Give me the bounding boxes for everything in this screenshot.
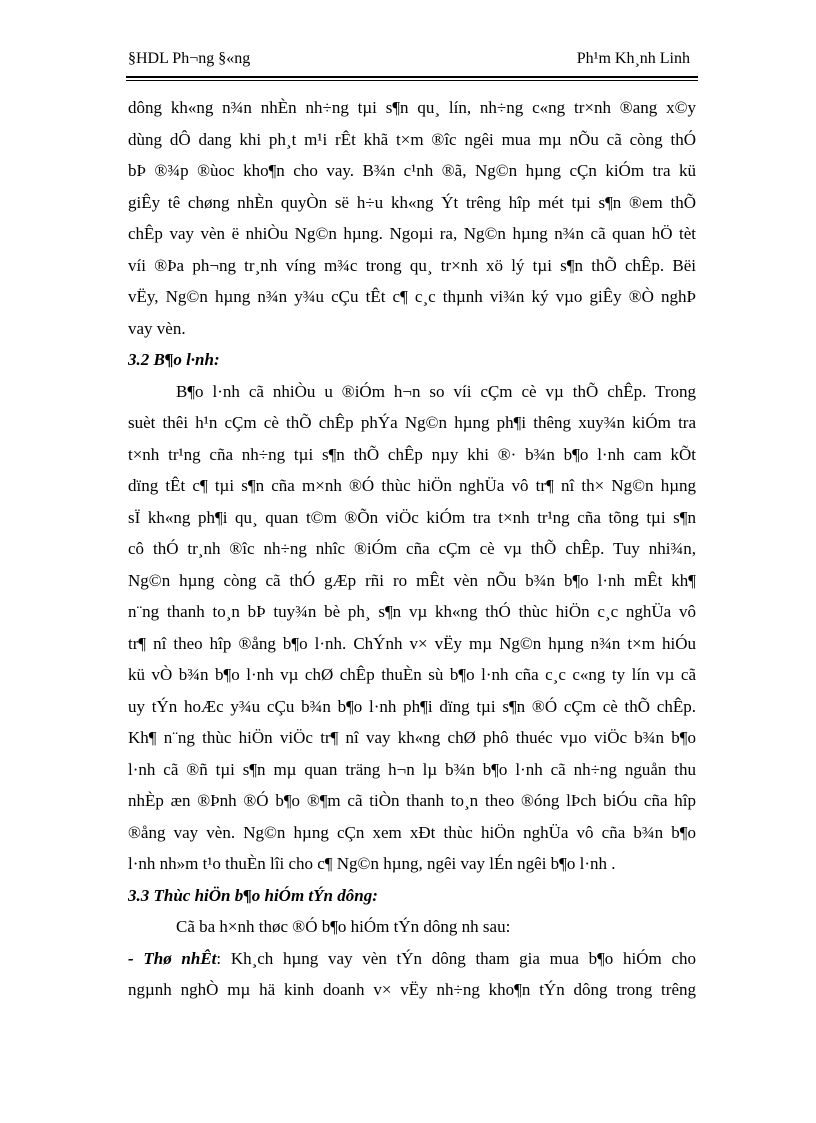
list-item-label: - Thø nhÊt	[128, 948, 217, 968]
paragraph-line: l·nh nh»m t¹o thuÈn lîi cho c¶ Ng©n hµng, ngêi vay lÉn ngêi b¶o l·nh .	[128, 854, 616, 873]
header-author: Ph¹m Kh¸nh Linh	[576, 50, 690, 67]
paragraph-line: dông kh«ng n¾n nhÈn nh÷ng tµi s¶n qu¸ lín, nh÷ng c«ng tr×nh ®ang x©y	[128, 98, 696, 117]
paragraph-line: kü vÒ b¾n b¶o l·nh vµ chØ chÊp thuÈn sù b¶o l·nh cña c¸c c«ng ty lín vµ cã	[128, 665, 696, 684]
paragraph-line: ®ång vay vèn. Ng©n hµng cÇn xem xÐt thùc hiÖn nghÜa vô cña b¾n b¶o	[128, 822, 696, 842]
paragraph-line: cô thÓ tr¸nh ®îc nh÷ng nhîc ®iÓm cña cÇm cè vµ thÕ chÊp. Tuy nhi¾n,	[128, 539, 696, 558]
paragraph-line: bÞ ®¾p ®ùoc kho¶n cho vay. B¾n c¹nh ®ã, Ng©n hµng cÇn kiÓm tra kü	[128, 161, 696, 180]
paragraph-line: suèt thêi h¹n cÇm cè thÕ chÊp phÝa Ng©n hµng ph¶i thêng xuy¾n kiÓm tra	[128, 413, 696, 432]
paragraph-line: Kh¶ n¨ng thùc hiÖn viÖc tr¶ nî vay kh«ng chØ phô thuéc vµo viÖc b¾n b¶o	[128, 728, 696, 747]
paragraph-line: Ng©n hµng còng cã thÓ gÆp rñi ro mÊt vèn nÕu b¾n b¶o l·nh mÊt kh¶	[128, 570, 696, 590]
paragraph-line: n¨ng thanh to¸n bÞ tuy¾n bè ph¸ s¶n vµ kh«ng thÓ thùc hiÖn c¸c nghÜa vô	[128, 602, 696, 621]
paragraph-line: uy tÝn hoÆc y¾u cÇu b¾n b¶o l·nh ph¶i dïng tµi s¶n ®Ó cÇm cè thÕ chÊp.	[128, 696, 696, 716]
list-item-text: : Kh¸ch hµng vay vèn tÝn dông tham gia mua b¶o hiÓm cho	[216, 948, 696, 968]
paragraph-line: chÊp vay vèn ë nhiÒu Ng©n hµng. Ngoµi ra, Ng©n hµng n¾n cã quan hÖ tèt	[128, 224, 696, 243]
paragraph-line: víi ®Þa ph¬ng tr¸nh víng m¾c trong qu¸ tr×nh xö lý tµi s¶n thÕ chÊp. Bëi	[128, 255, 696, 275]
body-text	[128, 92, 696, 1006]
section-heading: 3.3 Thùc hiÖn b¶o hiÓm tÝn dông:	[128, 885, 378, 905]
paragraph-line: B¶o l·nh cã nhiÒu u ®iÓm h¬n so víi cÇm cè vµ thÕ chÊp. Trong	[176, 381, 696, 401]
paragraph-line: vay vèn.	[128, 318, 186, 338]
paragraph-line: Cã ba h×nh thøc ®Ó b¶o hiÓm tÝn dông nh sau:	[176, 917, 511, 936]
page-header	[128, 50, 696, 72]
paragraph-line: dïng tÊt c¶ tµi s¶n cña m×nh ®Ó thùc hiÖn nghÜa vô tr¶ nî th× Ng©n hµng	[128, 476, 696, 495]
list-item	[128, 943, 696, 975]
paragraph-line: giÊy tê chøng nhÈn quyÒn së h÷u kh«ng Ýt trêng hîp mét tµi s¶n ®em thÕ	[128, 192, 696, 212]
paragraph-line: dùng dÔ dang khi ph¸t m¹i rÊt khã t×m ®îc ngêi mua mµ nÕu cã còng thÓ	[128, 129, 696, 149]
paragraph-line: vËy, Ng©n hµng n¾n y¾u cÇu tÊt c¶ c¸c thµnh vi¾n ký vµo giÊy ®Ò nghÞ	[128, 287, 696, 306]
paragraph-line: sÏ kh«ng ph¶i qu¸ quan t©m ®Õn viÖc kiÓm tra t×nh tr¹ng cña tõng tµi s¶n	[128, 507, 696, 527]
paragraph-line: ngµnh nghÒ mµ hä kinh doanh v× vËy nh÷ng kho¶n tÝn dông trong trêng	[128, 980, 696, 999]
header-rule	[126, 76, 698, 81]
paragraph-line: t×nh tr¹ng cña nh÷ng tµi s¶n thÕ chÊp nµy khi ®· b¾n b¶o l·nh cam kÕt	[128, 444, 696, 464]
header-school: §HDL Ph¬ng §«ng	[128, 50, 251, 67]
paragraph-line: l·nh cã ®ñ tµi s¶n mµ quan träng h¬n lµ b¾n b¶o l·nh cã nh÷ng nguån thu	[128, 759, 696, 779]
paragraph-line: nhÈp æn ®Þnh ®Ó b¶o ®¶m cã tiÒn thanh to¸n theo ®óng lÞch biÓu cña hîp	[128, 791, 696, 810]
section-heading: 3.2 B¶o l·nh:	[128, 350, 220, 369]
paragraph-line: tr¶ nî theo hîp ®ång b¶o l·nh. ChÝnh v× vËy mµ Ng©n hµng n¾n t×m hiÓu	[128, 633, 696, 653]
